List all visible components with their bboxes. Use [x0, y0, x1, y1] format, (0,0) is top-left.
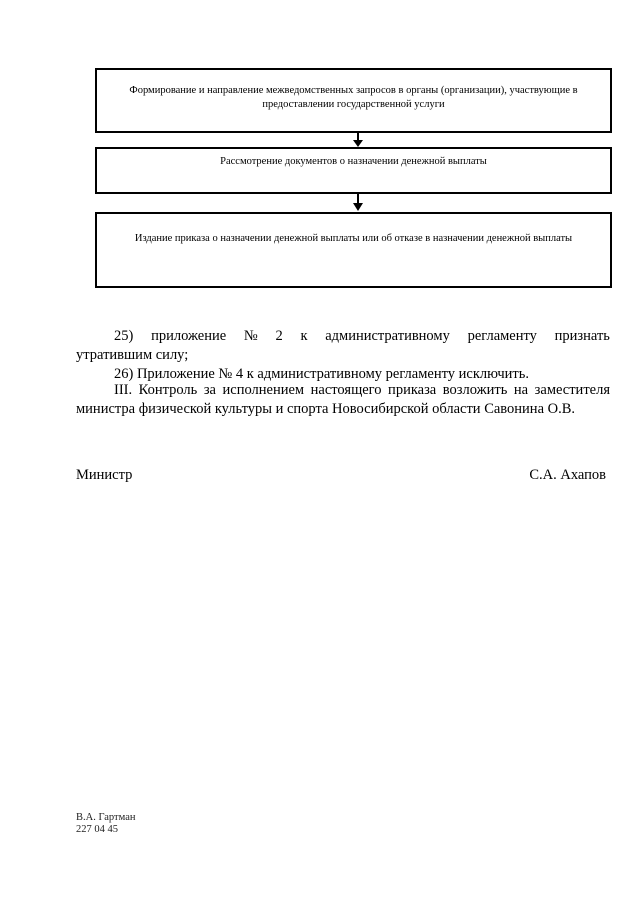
paragraph-25-line-2: утратившим силу; [76, 347, 189, 363]
flowchart-step-1 [95, 68, 612, 133]
paragraph-26: 26) Приложение № 4 к административному регламенту исключить. [114, 366, 530, 382]
paragraph-25-word: 2 [275, 328, 283, 344]
paragraph-25-word: регламенту [467, 328, 537, 344]
flowchart-step-1-text: Формирование и направление межведомственных запросов в органы (организации), участвующие в предоставлении государственной услуги [129, 85, 578, 110]
paragraph-25-word: № [243, 328, 258, 344]
flowchart-step-2 [95, 147, 612, 194]
footer-name: В.А. Гартман [76, 812, 136, 823]
paragraph-3: III. Контроль за исполнением настоящего приказа возложить на заместителя министра физической культуры и спорта Новосибирской области Савонина О.В. [76, 382, 610, 417]
flowchart-step-2-text: Рассмотрение документов о назначении денежной выплаты [220, 156, 487, 167]
paragraph-25-word: административному [325, 328, 450, 344]
paragraph-25-word: признать [554, 328, 610, 344]
paragraph-25-word: приложение [151, 328, 227, 344]
flowchart-step-3-text: Издание приказа о назначении денежной выплаты или об отказе в назначении денежной выплаты [134, 233, 573, 244]
signature-block [76, 467, 606, 484]
paragraph-25-line-1 [76, 327, 610, 346]
arrow-down-icon [350, 193, 366, 212]
paragraph-25 [76, 327, 610, 365]
footer-contact [76, 812, 135, 836]
flowchart-step-3 [95, 212, 612, 288]
paragraph-25-number: 25) [114, 328, 134, 344]
paragraph-25-word: к [300, 328, 308, 344]
footer-phone: 227 04 45 [76, 824, 118, 835]
signature-name: С.А. Ахапов [529, 467, 606, 483]
arrow-down-icon [350, 132, 366, 148]
signature-title: Министр [76, 467, 133, 483]
